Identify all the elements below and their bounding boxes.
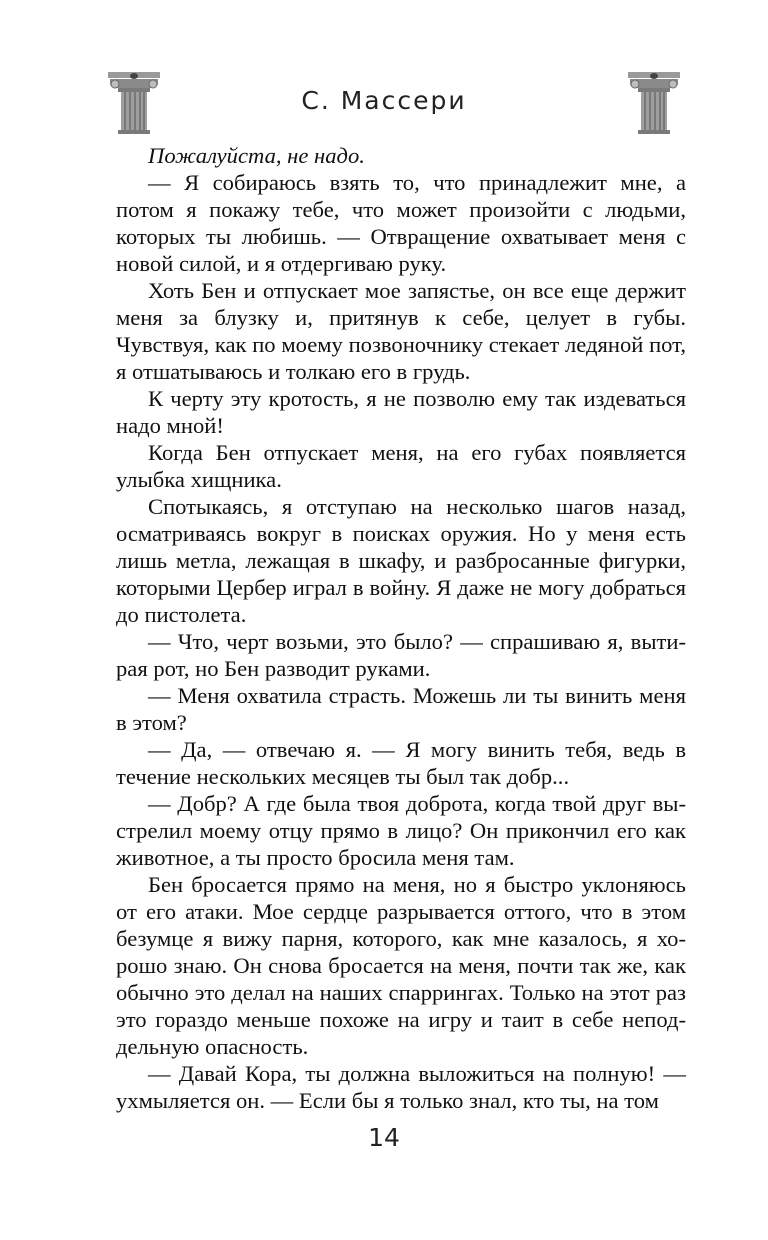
paragraph: — Я собираюсь взять то, что принадлежит мне, а потом я покажу тебе, что может произойти с людьми, которых ты любишь. — Отвращение охватывает меня с новой силой, и я отдергиваю руку.	[116, 170, 686, 276]
paragraph: Бен бросается прямо на меня, но я быстро уклоняюсь от его атаки. Мое сердце разрывается оттого, что в этом безумце я вижу парня, которого, как мне казалось, я хорошо знаю. Он снова бросается на меня, почти так же, как обычно это делал на наших спаррингах. Только на этот раз это гораздо меньше похоже на игру и таит в себе неподдельную опасность.	[116, 872, 686, 1059]
page-header	[0, 0, 768, 140]
paragraph: Когда Бен отпускает меня, на его губах появляется улыбка хищника.	[116, 440, 686, 492]
paragraph: Спотыкаясь, я отступаю на несколько шагов назад, осматриваясь вокруг в поисках оружия. Но у меня есть лишь метла, лежащая в шкафу, и разбросанные фигурки, которыми Цербер играл в войну. Я даже не могу добраться до пистолета.	[116, 494, 686, 627]
paragraph: — Да, — отвечаю я. — Я могу винить тебя, ведь в течение нескольких месяцев ты был так добр...	[116, 737, 686, 789]
paragraph: — Давай Кора, ты должна выложиться на полную! — ухмыляется он. — Если бы я только знал, кто ты, на том	[116, 1061, 686, 1113]
body-text	[116, 142, 686, 1114]
paragraph: Хоть Бен и отпускает мое запястье, он все еще держит меня за блузку и, притянув к себе, целует в губы. Чувствуя, как по моему позвоночнику стекает ледяной пот, я отшатываюсь и толкаю его в грудь.	[116, 278, 686, 384]
running-head-author: С. Массери	[301, 86, 467, 115]
ionic-column-icon	[626, 70, 682, 134]
paragraph: — Добр? А где была твоя доброта, когда твой друг выстрелил моему отцу прямо в лицо? Он прикончил его как животное, а ты просто бросила меня там.	[116, 791, 686, 870]
paragraph: — Меня охватила страсть. Можешь ли ты винить меня в этом?	[116, 683, 686, 735]
paragraph-italic-thought: Пожалуйста, не надо.	[148, 143, 365, 168]
paragraph: — Что, черт возьми, это было? — спрашиваю я, вытирая рот, но Бен разводит руками.	[116, 629, 686, 681]
page-number: 14	[368, 1123, 400, 1152]
paragraph: К черту эту кротость, я не позволю ему так издеваться надо мной!	[116, 386, 686, 438]
